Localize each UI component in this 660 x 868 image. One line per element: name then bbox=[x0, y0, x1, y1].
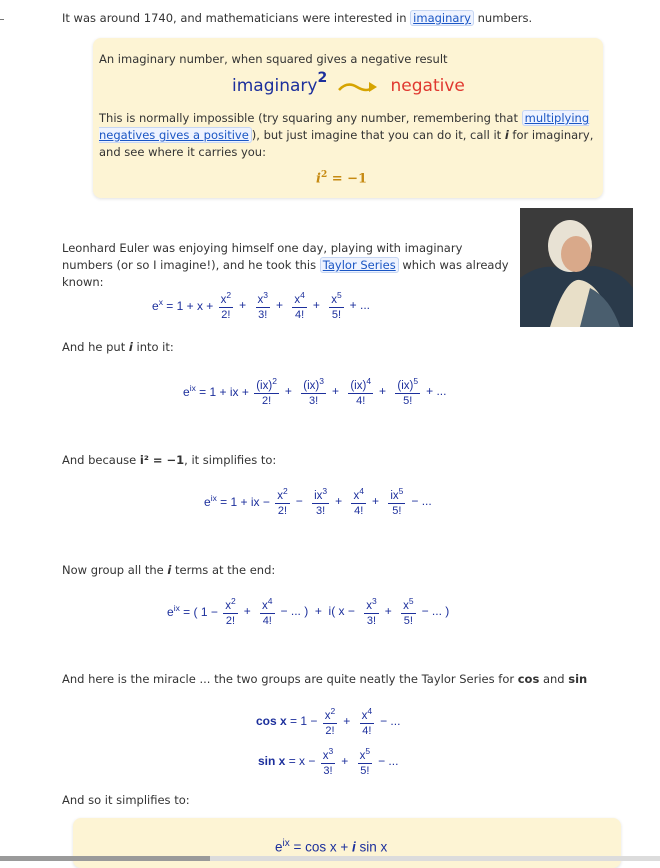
final-i: i bbox=[352, 839, 356, 855]
final-e: e bbox=[275, 839, 283, 855]
i-symbol: i bbox=[504, 128, 509, 142]
so-simplifies-paragraph: And so it simplifies to: bbox=[62, 793, 190, 807]
taylor-series-link[interactable]: Taylor Series bbox=[320, 257, 399, 273]
cos-label: cos x bbox=[256, 713, 287, 728]
box-paragraph-text-2: ), but just imagine that you can do it, call it bbox=[251, 128, 505, 142]
sin-taylor-series: sin x = x − $\frac{x^3}{3!}$ + $\frac{x^5}{5!}$ − ... bbox=[258, 746, 399, 777]
sin-bold: sin bbox=[568, 672, 588, 686]
sin-label: sin x bbox=[258, 753, 286, 768]
euler-formula bbox=[275, 838, 387, 855]
group-paragraph bbox=[62, 562, 275, 579]
because-paragraph bbox=[62, 452, 276, 469]
because-text-end: , it simplifies to: bbox=[184, 453, 277, 467]
box-intro-text: An imaginary number, when squared gives a negative result bbox=[99, 52, 448, 66]
eix-grouped-series: $e^{ix}$ = ( 1 − $\frac{x^2}{2!}$ + $\frac{x^4}{4!}$ − ... ) + i( x − $\frac{x^3}{3!}$ + $\frac{x^5}{5!}$ − ... ) bbox=[167, 596, 450, 627]
put-i-paragraph bbox=[62, 339, 174, 356]
cos-bold: cos bbox=[517, 672, 540, 686]
because-text: And because bbox=[62, 453, 140, 467]
miracle-paragraph bbox=[62, 671, 587, 688]
cos-taylor-series: cos x = 1 − $\frac{x^2}{2!}$ + $\frac{x^4}{4!}$ − ... bbox=[256, 706, 401, 737]
miracle-and: and bbox=[539, 672, 569, 686]
eq-rest: = −1 bbox=[327, 171, 368, 187]
i-symbol-3: i bbox=[167, 563, 172, 577]
final-exponent: ix bbox=[282, 838, 290, 849]
i-squared-bold: i² = −1 bbox=[139, 453, 185, 467]
i-symbol-2: i bbox=[128, 340, 133, 354]
eix-taylor-series: $e^{ix} = 1$ + ix + $\frac{(ix)^2}{2!}$ + $\frac{(ix)^3}{3!}$ + $\frac{(ix)^4}{4!}$ + $\frac{(ix)^5}{5!}$ + ... bbox=[183, 376, 447, 407]
final-mid: = cos x + bbox=[289, 839, 353, 855]
put-i-text-end: into it: bbox=[132, 340, 174, 354]
imaginary-link[interactable]: imaginary bbox=[410, 10, 474, 26]
curved-arrow-icon bbox=[337, 79, 381, 95]
left-edge-marker bbox=[0, 19, 4, 20]
scrollbar-thumb[interactable] bbox=[0, 856, 210, 861]
group-text: Now group all the bbox=[62, 563, 168, 577]
diagram-exponent: 2 bbox=[317, 70, 328, 86]
ex-taylor-series: $e^x = 1 + x$ + $\frac{x^2}{2!}$ + $\frac{x^3}{3!}$ + $\frac{x^4}{4!}$ + $\frac{x^5}{5!}$ + ... bbox=[152, 290, 371, 321]
i-squared-equation bbox=[316, 170, 367, 186]
euler-paragraph bbox=[62, 240, 514, 291]
intro-paragraph bbox=[62, 10, 532, 27]
euler-text-end: which was already known: bbox=[62, 258, 509, 289]
miracle-text: And here is the miracle ... the two groups are quite neatly the Taylor Series for bbox=[62, 672, 518, 686]
imaginary-negative-diagram bbox=[232, 70, 465, 102]
euler-text: Leonhard Euler was enjoying himself one day, playing with imaginary numbers (or so I imagine!), and he took this bbox=[62, 241, 463, 272]
box-paragraph bbox=[99, 110, 594, 161]
box-paragraph-text: This is normally impossible (try squaring any number, remembering that bbox=[99, 111, 522, 125]
eix-simplified-series: $e^{ix} = 1$ + ix − $\frac{x^2}{2!}$ − $\frac{ix^3}{3!}$ + $\frac{x^4}{4!}$ + $\frac{ix^5}{5!}$ − ... bbox=[204, 486, 432, 517]
multiplying-negatives-link[interactable]: multiplying negatives gives a positive bbox=[99, 111, 590, 142]
diagram-negative-label: negative bbox=[390, 75, 465, 96]
diagram-imaginary-label: imaginary bbox=[232, 75, 318, 96]
eq-i: i bbox=[316, 171, 321, 187]
group-text-end: terms at the end: bbox=[171, 563, 276, 577]
intro-text-end: numbers. bbox=[473, 11, 533, 25]
box-paragraph-text-3: for imaginary, and see where it carries you: bbox=[99, 128, 594, 159]
final-end: sin x bbox=[355, 839, 388, 855]
eq-exponent: 2 bbox=[320, 170, 328, 180]
put-i-text: And he put bbox=[62, 340, 129, 354]
intro-text: It was around 1740, and mathematicians were interested in bbox=[62, 11, 411, 25]
euler-portrait bbox=[520, 208, 633, 327]
